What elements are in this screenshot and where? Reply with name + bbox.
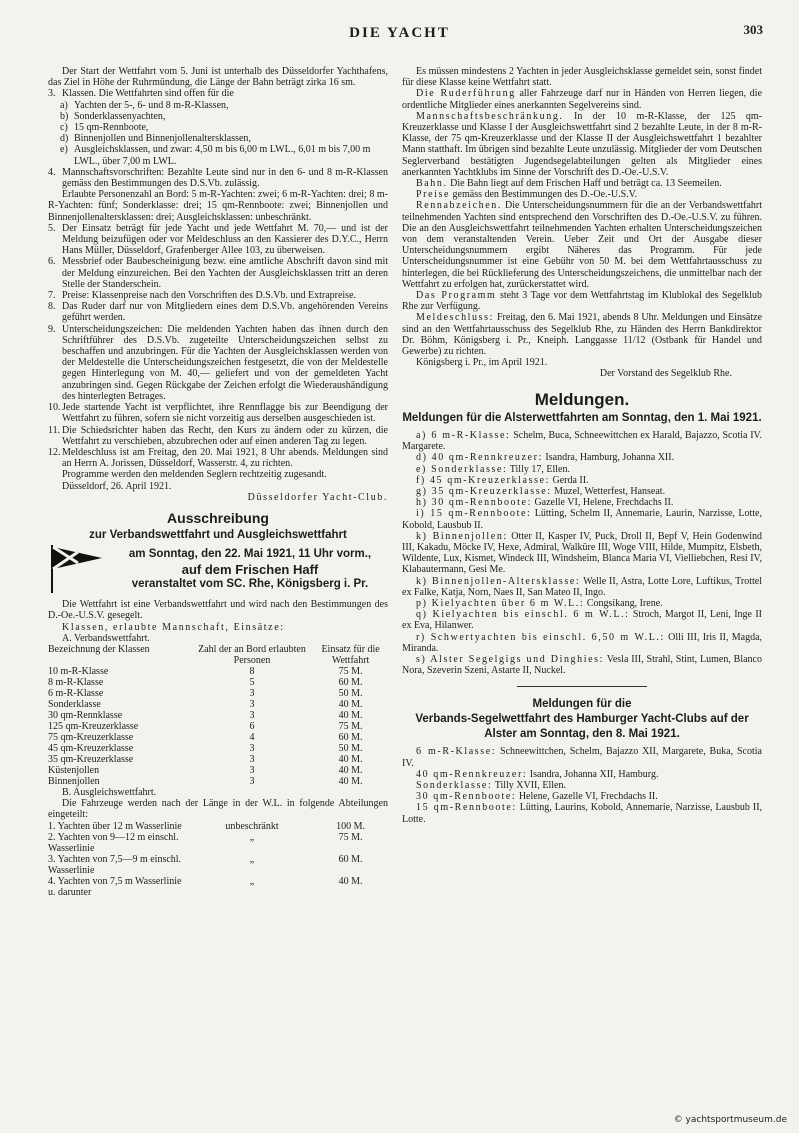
paragraph: Mannschaftsbeschränkung. In der 10 m-R-Klasse, der 125 qm-Kreuzerklasse und Klasse I der Ausgleichswettfahrt sind 2 bezahlte Leute, in der 8 m-R-Klasse, der 75 qm-Kreuzerklasse und der Klasse II der Ausgleichswettfahrt 1 bezahlter Mann statthaft. Im übrigen sind bezahlte Leute unzulässig. Mitglieder der vom Deutschen Seglerverband bestätigten Jugendsegelabteilungen gelten als Mitglieder eines anerkannten Yachtklubs im Sinne der Vorschrift des D.-Oe.-U.S.V. bbox=[402, 110, 763, 178]
ausschreibung-title: Ausschreibung bbox=[167, 509, 269, 526]
entry-class: 6 m-R-Klasse: bbox=[416, 746, 497, 758]
table-cell: 8 bbox=[249, 665, 255, 677]
table-row bbox=[48, 732, 388, 743]
entry-names: Congsikang, Irene. bbox=[586, 597, 663, 609]
entry-class: g) 35 qm-Kreuzerklasse: bbox=[416, 485, 552, 497]
rule-item: 3. Klassen. Die Wettfahrten sind offen für die bbox=[48, 88, 234, 100]
table-cell: 40 M. bbox=[338, 875, 363, 887]
entry-names: Stroch, Margot II, Leni, Inge II ex Eva, Hilanwer. bbox=[402, 609, 763, 632]
entry-class: h) 30 qm-Rennboote: bbox=[416, 497, 532, 509]
entry-names: Gazelle VI, Helene, Frechdachs II. bbox=[534, 497, 674, 509]
table-cell: 50 M. bbox=[338, 742, 363, 754]
table-cell: 3. Yachten von 7,5—9 m einschl. Wasserlinie bbox=[48, 853, 182, 876]
entry-class: i) 15 qm-Rennboote: bbox=[416, 508, 532, 520]
entry-class: q) Kielyachten bis einschl. 6 m W.L.: bbox=[416, 609, 630, 621]
club-signature: Der Vorstand des Segelklub Rhe. bbox=[599, 368, 732, 380]
table-header-cell: Zahl der an Bord erlaubten Personen bbox=[198, 643, 306, 666]
paragraph: Bahn. Die Bahn liegt auf dem Frischen Haff und beträgt ca. 13 Seemeilen. bbox=[416, 178, 722, 190]
table-row bbox=[48, 754, 388, 765]
entry-class: k) Binnenjollen: bbox=[416, 530, 508, 542]
table-cell: 125 qm-Kreuzerklasse bbox=[48, 720, 139, 732]
program-paragraph: Programme werden den meldenden Seglern rechtzeitig zugesandt. bbox=[62, 469, 327, 481]
table-cell: „ bbox=[249, 831, 255, 843]
table-cell: Küstenjollen bbox=[48, 764, 100, 776]
meldungen-hyc-title: Meldungen für die bbox=[532, 698, 632, 711]
table-row bbox=[48, 677, 388, 688]
entry-class: f) 45 qm-Kreuzerklasse: bbox=[416, 474, 550, 486]
table-cell: 35 qm-Kreuzerklasse bbox=[48, 753, 134, 765]
entry-names: Schelm, Buca, Schneewittchen ex Harald, Bajazzo, Scotia IV. Margarete. bbox=[402, 429, 762, 453]
rule-item: 11. Die Schiedsrichter haben das Recht, den Kurs zu ändern oder zu kürzen, die Wettfahrt zu verschieben, abzubrechen oder auf einen anderen Tag zu legen. bbox=[48, 424, 388, 447]
class-item: c) 15 qm-Rennboote, bbox=[60, 122, 149, 134]
intro-paragraph: Der Start der Wettfahrt vom 5. Juni ist unterhalb des Düsseldorfer Yachthafens, das Ziel in Höhe der Ruhrmündung, die Länge der Bahn beträgt zirka 16 sm. bbox=[48, 66, 388, 89]
entry-names: Vesla III, Strahl, Stint, Lumen, Blanco Nora, Szeverin Szeni, Astarte II, Nuckel. bbox=[402, 653, 762, 677]
entry-class: 30 qm-Rennboote: bbox=[416, 791, 517, 803]
list-item bbox=[402, 576, 762, 598]
table-row bbox=[48, 721, 388, 732]
entry-names: Lütting, Laurins, Kobold, Annemarie, Narzisse, Lausbub II, Lotte. bbox=[402, 802, 763, 825]
entry-names: Gerda II. bbox=[552, 474, 589, 486]
table-cell: 75 M. bbox=[338, 831, 363, 843]
table-cell: 75 qm-Kreuzerklasse bbox=[48, 731, 134, 743]
divider bbox=[517, 686, 647, 687]
table-cell: 6 m-R-Klasse bbox=[48, 687, 104, 699]
table-cell: 60 M. bbox=[338, 676, 363, 688]
table-row bbox=[48, 765, 388, 776]
table-row bbox=[48, 710, 388, 721]
entry-names: Muzel, Wetterfest, Hanseat. bbox=[554, 485, 666, 497]
class-table bbox=[48, 644, 388, 666]
table-header-cell: Einsatz für die Wettfahrt bbox=[321, 643, 380, 666]
table-cell: 3 bbox=[249, 687, 255, 699]
entry-names: Lütting, Schelm II, Annemarie, Laurin, Narzisse, Lotte, Kobold, Lausbub II. bbox=[402, 508, 762, 531]
rule-item: 5. Der Einsatz beträgt für jede Yacht und jede Wettfahrt M. 70,— und ist der Meldung beizufügen oder vor Meldeschluss an den Kassierer des D.Y.C., Herrn Hans Müller, Düsseldorf, Grafenberger Allee 103, zu überweisen. bbox=[48, 222, 388, 257]
table-row bbox=[48, 876, 388, 898]
class-table-body bbox=[48, 666, 388, 787]
class-item: b) Sonderklassenyachten, bbox=[60, 110, 166, 122]
list-item bbox=[402, 769, 762, 780]
rule-item: 7. Preise: Klassenpreise nach den Vorschriften des D.S.Vb. und Extrapreise. bbox=[48, 290, 357, 302]
watermark: © yachtsportmuseum.de bbox=[673, 1115, 787, 1125]
table-row bbox=[48, 854, 388, 876]
meldungen-hyc-subtitle: Verbands-Segelwettfahrt des Hamburger Yacht-Clubs auf der Alster am Sonntag, den 8. Mai 1921. bbox=[415, 713, 749, 741]
ausschreibung-header bbox=[48, 543, 388, 595]
entry-class: 15 qm-Rennboote: bbox=[416, 802, 517, 814]
entry-class: d) 40 qm-Rennkreuzer: bbox=[416, 452, 543, 464]
paragraph: Das Programm steht 3 Tage vor dem Wettfahrtstag im Klublokal des Segelklub Rhe zur Verfügung. bbox=[402, 290, 763, 313]
list-item bbox=[402, 598, 762, 609]
meldungen-alster-title: Meldungen für die Alsterwettfahrten am Sonntag, den 1. Mai 1921. bbox=[402, 411, 762, 424]
ausgleich-heading: B. Ausgleichswettfahrt. bbox=[62, 786, 157, 798]
table-cell: 75 M. bbox=[338, 665, 363, 677]
entry-class: e) Sonderklasse: bbox=[416, 463, 508, 475]
ausschreibung-location: auf dem Frischen Haff bbox=[181, 561, 319, 577]
list-item bbox=[402, 746, 762, 768]
table-cell: 6 bbox=[249, 720, 255, 732]
table-cell: 75 M. bbox=[338, 720, 363, 732]
table-cell: 50 M. bbox=[338, 687, 363, 699]
list-item bbox=[402, 430, 762, 452]
table-cell: 3 bbox=[249, 764, 255, 776]
dateline: Düsseldorf, 26. April 1921. bbox=[62, 480, 172, 492]
table-cell: 5 bbox=[249, 676, 255, 688]
entry-names: Otter II, Kasper IV, Puck, Droll II, Bepf V, Hein Godenwind III, Kakadu, Möcke IV, Hexe, Admiral, Walküre III, Woge VIII, Hilde, Mumpitz, Elsbeth, Wildente, Lux, Kismet, Windeck III, Windsheim, Blanca Maria VI, Vielliebchen, Resi IV, Klabautermann, Gesi Me. bbox=[402, 530, 763, 576]
entry-names: Welle II, Astra, Lotte Lore, Luftikus, Trottel ex Falke, Katja, Norn, Naes II, San Mateo II, Ingo. bbox=[402, 575, 762, 598]
rule-item: 10. Jede startende Yacht ist verpflichtet, ihre Rennflagge bis zur Beendigung der Wettfahrt zu führen, sofern sie nicht vorzeitig aus derselben ausgeschieden ist. bbox=[48, 402, 388, 425]
rule-item: 6. Messbrief oder Baubescheinigung bezw. eine amtliche Abschrift davon sind mit der Meldung einzureichen. Bei den Yachten der Ausgleichsklassen tritt an deren Stelle der Standerschein. bbox=[48, 256, 388, 290]
rule-item: 4. Mannschaftsvorschriften: Bezahlte Leute sind nur in den 6- und 8 m-R-Klassen gemäss den Bestimmungen des D.S.Vb. zulässig. bbox=[48, 166, 388, 190]
table-cell: 1. Yachten über 12 m Wasserlinie bbox=[48, 820, 182, 832]
entry-names: Helene, Gazelle VI, Frechdachs II. bbox=[518, 791, 658, 803]
entry-names: Olli III, Iris II, Magda, Miranda. bbox=[402, 631, 763, 654]
paragraph: Meldeschluss: Freitag, den 6. Mai 1921, abends 8 Uhr. Meldungen und Einsätze sind an den Wettfahrtausschuss des Segelklub Rhe, zu Händen des Herrn Bankdirektor Dr. Böhm, Königsberg i. Pr., Kneiph. Langgasse 11/12 (Ostbank für Handel und Gewerbe) zu richten. bbox=[402, 312, 763, 358]
club-signature: Düsseldorfer Yacht-Club. bbox=[247, 491, 388, 503]
paragraph: Rennabzeichen. Die Unterscheidungsnummern für die an der Verbandswettfahrt teilnehmenden Yachten sind entsprechend den Vorschriften des D.-Oe.-U.S.V. zu führen. Die an den Ausgleichswettfahrt teilnehmenden Yachten erhalten Unterscheidungszeichen von dem veranstaltenden Verein. Ueber Zeit und Ort der Ausgabe dieser Unterscheidungsnummern ergibt Näheres das Programm. Für jede Unterscheidungsnummer ist eine Gebühr von 50 M. bei dem Wettfahrtausschuss zu hinterlegen, die bei Rücklieferung des Unterscheidungszeichens, die unmittelbar nach der Wettfahrt zu erfolgen hat, zurückerstattet wird. bbox=[402, 200, 763, 290]
list-item bbox=[402, 497, 762, 508]
paragraph: Die Ruderführung aller Fahrzeuge darf nur in Händen von Herren liegen, die ordentliche Mitglieder eines anerkannten Segelvereins sind. bbox=[402, 88, 763, 111]
rule-item: 8. Das Ruder darf nur von Mitgliedern eines dem D.S.Vb. angehörenden Vereins geführt werden. bbox=[48, 301, 388, 324]
table-cell: 3 bbox=[249, 775, 255, 787]
table-cell: 8 m-R-Klasse bbox=[48, 676, 104, 688]
table-row bbox=[48, 776, 388, 787]
list-item bbox=[402, 508, 762, 530]
paragraph: Es müssen mindestens 2 Yachten in jeder Ausgleichsklasse gemeldet sein, sonst findet für diese Klasse keine Wettfahrt statt. bbox=[402, 66, 762, 89]
right-column bbox=[402, 66, 762, 825]
table-header-cell: Bezeichnung der Klassen bbox=[48, 643, 150, 655]
list-item bbox=[402, 464, 762, 475]
meldungen-alster-list bbox=[402, 430, 762, 676]
paragraph: Preise gemäss den Bestimmungen des D.-Oe.-U.S.V. bbox=[416, 189, 638, 201]
dateline: Königsberg i. Pr., im April 1921. bbox=[416, 357, 548, 369]
entry-names: Isandra, Hamburg, Johanna XII. bbox=[545, 452, 675, 464]
ausgleich-table bbox=[48, 821, 388, 898]
table-cell: 3 bbox=[249, 742, 255, 754]
list-item bbox=[402, 802, 762, 824]
class-item: d) Binnenjollen und Binnenjollenaltersklassen, bbox=[60, 133, 251, 145]
list-item bbox=[402, 609, 762, 631]
table-cell: 30 qm-Rennklasse bbox=[48, 709, 123, 721]
table-row bbox=[48, 666, 388, 677]
list-item bbox=[402, 780, 762, 791]
table-cell: 3 bbox=[249, 753, 255, 765]
page-title: DIE YACHT bbox=[349, 25, 450, 41]
entry-names: Schneewittchen, Schelm, Bajazzo XII, Margarete, Buka, Scotia IV. bbox=[402, 746, 762, 769]
list-item bbox=[402, 654, 762, 676]
table-cell: 40 M. bbox=[338, 764, 363, 776]
ausschreibung-intro: Die Wettfahrt ist eine Verbandswettfahrt und wird nach den Bestimmungen des D.-Oe.-U.S.V. gesegelt. bbox=[48, 599, 388, 622]
verbands-heading: A. Verbandswettfahrt. bbox=[62, 632, 150, 644]
list-item bbox=[402, 531, 762, 576]
table-row bbox=[48, 832, 388, 854]
entry-names: Tilly 17, Ellen. bbox=[509, 463, 570, 475]
table-cell: 40 M. bbox=[338, 753, 363, 765]
meldungen-hyc-list bbox=[402, 746, 762, 824]
rule-item: 12. Meldeschluss ist am Freitag, den 20. Mai 1921, 8 Uhr abends. Meldungen sind an Herrn A. Jorissen, Düsseldorf, Wasserstr. 4, zu richten. bbox=[48, 446, 388, 470]
club-burgee-icon bbox=[48, 543, 106, 595]
entry-names: Tilly XVII, Ellen. bbox=[494, 779, 566, 791]
table-row bbox=[48, 688, 388, 699]
table-row bbox=[48, 743, 388, 754]
table-cell: „ bbox=[249, 853, 255, 865]
table-cell: Sonderklasse bbox=[48, 698, 101, 710]
table-cell: 60 M. bbox=[338, 853, 363, 865]
table-row bbox=[48, 699, 388, 710]
entry-class: Sonderklasse: bbox=[416, 779, 493, 791]
list-item bbox=[402, 475, 762, 486]
ausschreibung-organizer: veranstaltet vom SC. Rhe, Königsberg i. Pr. bbox=[131, 577, 369, 590]
classes-heading: Klassen, erlaubte Mannschaft, Einsätze: bbox=[62, 621, 285, 633]
entry-class: k) Binnenjollen-Altersklasse: bbox=[416, 575, 581, 587]
table-row bbox=[48, 821, 388, 832]
list-item bbox=[402, 632, 762, 654]
ausgleich-intro: Die Fahrzeuge werden nach der Länge in der W.L. in folgende Abteilungen eingeteilt: bbox=[48, 798, 388, 821]
ausschreibung-date: am Sonntag, den 22. Mai 1921, 11 Uhr vorm., bbox=[128, 547, 372, 560]
list-item bbox=[402, 486, 762, 497]
table-cell: „ bbox=[249, 875, 255, 887]
page-number: 303 bbox=[743, 22, 763, 37]
entry-class: r) Schwertyachten bis einschl. 6,50 m W.L.: bbox=[416, 631, 665, 643]
table-cell: 4. Yachten von 7,5 m Wasserlinie u. darunter bbox=[48, 875, 182, 898]
table-header-row bbox=[48, 644, 388, 666]
table-cell: 2. Yachten von 9—12 m einschl. Wasserlinie bbox=[48, 831, 179, 854]
crew-paragraph: Erlaubte Personenzahl an Bord: 5 m-R-Yachten: zwei; 6 m-R-Yachten: drei; 8 m-R-Yachten: fünf; Sonderklasse: drei; 15 qm-Rennboote: zwei; Binnenjollen und Binnenjollenaltersklassen: drei; Ausgleichsklassen: unbeschränkt. bbox=[48, 189, 388, 223]
entry-class: s) Alster Segelgigs und Dinghies: bbox=[416, 653, 605, 665]
table-cell: 45 qm-Kreuzerklasse bbox=[48, 742, 134, 754]
table-cell: 4 bbox=[249, 731, 255, 743]
list-item bbox=[402, 791, 762, 802]
table-cell: 40 M. bbox=[338, 775, 363, 787]
list-item bbox=[402, 452, 762, 463]
class-item: a) Yachten der 5-, 6- und 8 m-R-Klassen, bbox=[60, 99, 229, 111]
rule-item: 9. Unterscheidungszeichen: Die meldenden Yachten haben das ihnen durch den Schriftführer des D.S.Vb. zugeteilte Unterscheidungszeichen selbst zu beschaffen und anzubringen. Für die Yachten der Ausgleichsklassen werden von der Meldestelle die Unterscheidungszeichen festgesetzt, die von der Meldestelle gegen Hinterlegung von M. 40,— geliefert und von der gemeldeten Yacht anzubringen sind. Gegen Rückgabe der Zeichen erfolgt die Wiederaushändigung des hinterlegten Betrages. bbox=[48, 323, 388, 402]
table-cell: unbeschränkt bbox=[225, 820, 279, 832]
left-column bbox=[48, 66, 388, 898]
class-item: e) Ausgleichsklassen, und zwar: 4,50 m bis 6,00 m LWL., 6,01 m bis 7,00 m LWL., über 7,00 m LWL. bbox=[60, 144, 371, 167]
table-cell: Binnenjollen bbox=[48, 775, 100, 787]
table-cell: 40 M. bbox=[338, 709, 363, 721]
entry-class: a) 6 m-R-Klasse: bbox=[416, 429, 511, 441]
table-cell: 3 bbox=[249, 709, 255, 721]
ausschreibung-subtitle: zur Verbandswettfahrt und Ausgleichswettfahrt bbox=[89, 529, 347, 542]
entry-names: Isandra, Johanna XII, Hamburg. bbox=[529, 768, 659, 780]
table-cell: 100 M. bbox=[336, 820, 366, 832]
entry-class: 40 qm-Rennkreuzer: bbox=[416, 768, 528, 780]
table-cell: 40 M. bbox=[338, 698, 363, 710]
table-cell: 3 bbox=[249, 698, 255, 710]
table-cell: 10 m-R-Klasse bbox=[48, 665, 109, 677]
entry-class: p) Kielyachten über 6 m W.L.: bbox=[416, 597, 585, 609]
meldungen-title: Meldungen. bbox=[534, 389, 630, 409]
table-cell: 60 M. bbox=[338, 731, 363, 743]
